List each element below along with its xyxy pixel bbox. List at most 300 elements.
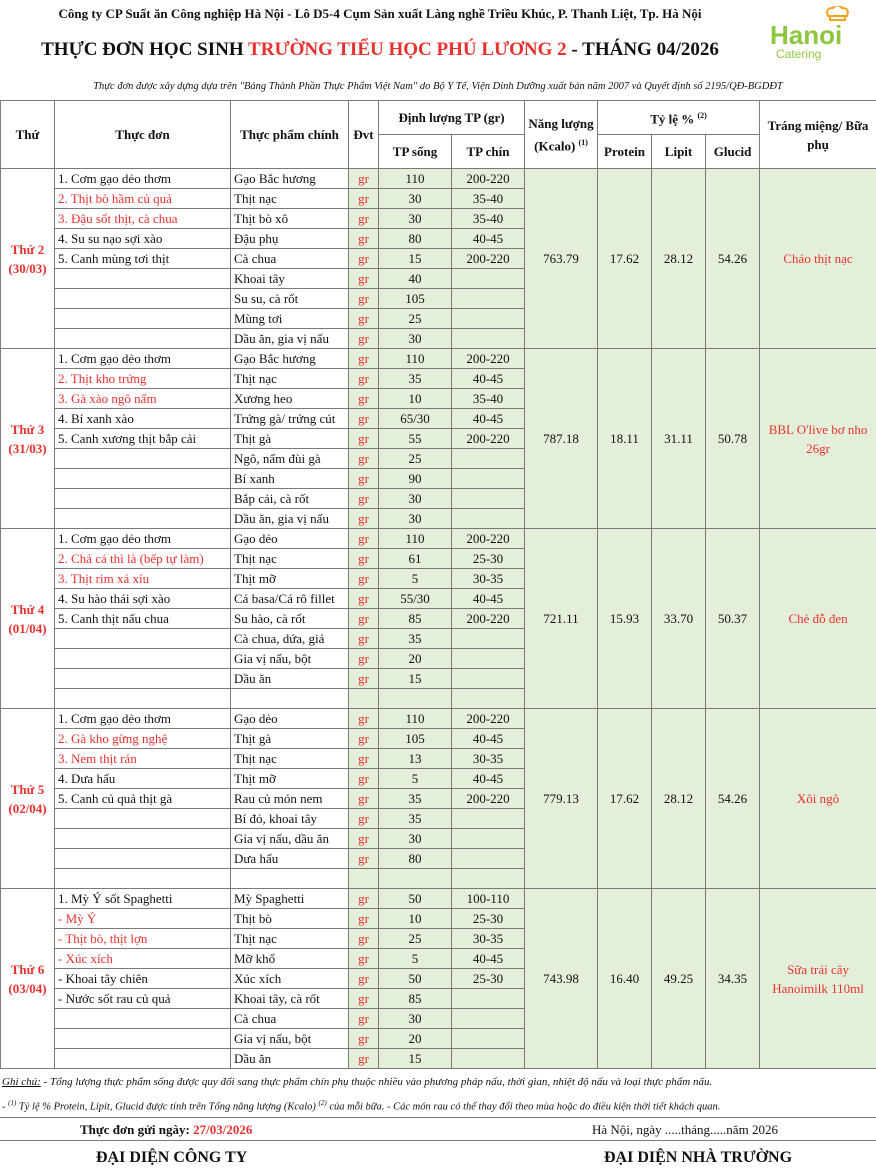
raw-amount: 40 — [379, 269, 452, 289]
raw-amount: 30 — [379, 329, 452, 349]
unit-cell: gr — [349, 349, 379, 369]
cooked-amount: 25-30 — [452, 969, 525, 989]
protein-value: 18.11 — [598, 349, 652, 529]
title-prefix: THỰC ĐƠN HỌC SINH — [41, 39, 249, 60]
dish-name: - Thịt bò, thịt lợn — [55, 929, 231, 949]
cooked-amount — [452, 649, 525, 669]
unit-cell: gr — [349, 709, 379, 729]
dish-name: 2. Chả cá thì là (bếp tự làm) — [55, 549, 231, 569]
main-food: Gạo Bắc hương — [231, 349, 349, 369]
main-food: Thịt nạc — [231, 549, 349, 569]
raw-amount: 110 — [379, 169, 452, 189]
dish-name: 3. Nem thịt rán — [55, 749, 231, 769]
page-title — [0, 30, 760, 70]
cooked-amount — [452, 629, 525, 649]
day-cell — [1, 529, 55, 709]
lipit-value: 28.12 — [652, 169, 706, 349]
dish-name — [55, 829, 231, 849]
note-line-2 — [2, 1093, 874, 1118]
dish-name: 4. Su su nạo sợi xào — [55, 229, 231, 249]
cooked-amount: 30-35 — [452, 569, 525, 589]
unit-cell: gr — [349, 289, 379, 309]
cooked-amount: 200-220 — [452, 609, 525, 629]
main-food: Dầu ăn, gia vị nấu — [231, 329, 349, 349]
raw-amount: 15 — [379, 249, 452, 269]
col-glucid: Glucid — [706, 135, 760, 169]
main-food: Mùng tơi — [231, 309, 349, 329]
col-food: Thực phẩm chính — [231, 101, 349, 169]
signatures — [0, 1144, 876, 1172]
unit-cell: gr — [349, 489, 379, 509]
cooked-amount: 200-220 — [452, 349, 525, 369]
company-line: Công ty CP Suất ăn Công nghiệp Hà Nội - Lô D5-4 Cụm Sản xuất Làng nghề Triều Khúc, P. Thanh Liệt, Tp. Hà Nội — [58, 6, 702, 21]
dish-name: 1. Cơm gạo dẻo thơm — [55, 169, 231, 189]
day-name: Thứ 3 — [10, 421, 45, 437]
glucid-value: 34.35 — [706, 889, 760, 1069]
dish-name: - Nước sốt rau củ quả — [55, 989, 231, 1009]
subtitle: Thực đơn được xây dựng dựa trên "Bảng Thành Phần Thực Phẩm Việt Nam" do Bộ Y Tế, Viện Dinh Dưỡng xuất bản năm 2007 và Quyết định số 2195/QĐ-BGDĐT — [93, 81, 783, 92]
dish-name — [55, 269, 231, 289]
unit-cell: gr — [349, 389, 379, 409]
dish-name: 1. Mỳ Ý sốt Spaghetti — [55, 889, 231, 909]
note-pre: - — [2, 1101, 9, 1113]
unit-cell: gr — [349, 249, 379, 269]
day-name: Thứ 2 — [10, 241, 45, 257]
main-food: Thịt nạc — [231, 189, 349, 209]
col-protein: Protein — [598, 135, 652, 169]
raw-amount: 5 — [379, 769, 452, 789]
note-line-1 — [2, 1072, 874, 1093]
unit-cell: gr — [349, 549, 379, 569]
table-row — [1, 889, 876, 909]
main-food: Xúc xích — [231, 969, 349, 989]
dish-name: 3. Thịt rim xá xíu — [55, 569, 231, 589]
lipit-value: 49.25 — [652, 889, 706, 1069]
main-food: Gia vị nấu, bột — [231, 1029, 349, 1049]
note-sup-2: (2) — [318, 1099, 327, 1107]
unit-cell — [349, 689, 379, 709]
dish-name: 1. Cơm gạo dẻo thơm — [55, 709, 231, 729]
raw-amount: 55/30 — [379, 589, 452, 609]
dish-name: 1. Cơm gạo dẻo thơm — [55, 529, 231, 549]
protein-value: 17.62 — [598, 169, 652, 349]
protein-value: 17.62 — [598, 709, 652, 889]
unit-cell — [349, 869, 379, 889]
dish-name — [55, 1049, 231, 1069]
raw-amount: 10 — [379, 909, 452, 929]
dish-name: 5. Canh củ quả thịt gà — [55, 789, 231, 809]
main-food: Thịt gà — [231, 429, 349, 449]
main-food: Thịt bò xô — [231, 209, 349, 229]
main-food: Bắp cải, cà rốt — [231, 489, 349, 509]
energy-value: 743.98 — [525, 889, 598, 1069]
unit-cell: gr — [349, 769, 379, 789]
raw-amount: 30 — [379, 1009, 452, 1029]
day-name: Thứ 5 — [10, 781, 45, 797]
cooked-amount: 100-110 — [452, 889, 525, 909]
note-text-1: - Tổng lượng thực phẩm sống được quy đổi sang thực phẩm chín phụ thuộc nhiều vào phương pháp nấu, thời gian, nhiệt độ nấu và loại thực phẩm nấu. — [40, 1076, 713, 1088]
unit-cell: gr — [349, 469, 379, 489]
cooked-amount — [452, 329, 525, 349]
cooked-amount: 35-40 — [452, 189, 525, 209]
main-food: Rau củ món nem — [231, 789, 349, 809]
unit-cell: gr — [349, 909, 379, 929]
cooked-amount — [452, 1049, 525, 1069]
dish-name — [55, 329, 231, 349]
table-row — [1, 529, 876, 549]
raw-amount: 10 — [379, 389, 452, 409]
raw-amount: 110 — [379, 349, 452, 369]
main-food: Thịt nạc — [231, 369, 349, 389]
day-cell — [1, 169, 55, 349]
energy-value: 763.79 — [525, 169, 598, 349]
unit-cell: gr — [349, 669, 379, 689]
lipit-value: 33.70 — [652, 529, 706, 709]
day-date: (02/04) — [8, 800, 47, 816]
raw-amount: 5 — [379, 569, 452, 589]
raw-amount: 5 — [379, 949, 452, 969]
main-food: Bí đỏ, khoai tây — [231, 809, 349, 829]
hanoi-catering-logo — [766, 6, 870, 70]
main-food — [231, 689, 349, 709]
cooked-amount: 35-40 — [452, 209, 525, 229]
dish-name — [55, 309, 231, 329]
cooked-amount: 200-220 — [452, 709, 525, 729]
dish-name — [55, 649, 231, 669]
cooked-amount — [452, 289, 525, 309]
main-food: Dưa hấu — [231, 849, 349, 869]
day-date: (03/04) — [8, 980, 47, 996]
energy-value: 787.18 — [525, 349, 598, 529]
dessert-cell: Xôi ngô — [760, 709, 876, 889]
cooked-amount — [452, 309, 525, 329]
dish-name — [55, 629, 231, 649]
energy-value: 721.11 — [525, 529, 598, 709]
note-label: Ghi chú: — [2, 1076, 41, 1088]
raw-amount — [379, 869, 452, 889]
glucid-value: 50.37 — [706, 529, 760, 709]
raw-amount: 55 — [379, 429, 452, 449]
main-food: Khoai tây — [231, 269, 349, 289]
unit-cell: gr — [349, 629, 379, 649]
dish-name — [55, 849, 231, 869]
col-lipit: Lipit — [652, 135, 706, 169]
cooked-amount: 40-45 — [452, 729, 525, 749]
cooked-amount — [452, 449, 525, 469]
cooked-amount: 40-45 — [452, 409, 525, 429]
main-food: Gạo Bắc hương — [231, 169, 349, 189]
raw-amount: 85 — [379, 989, 452, 1009]
raw-amount: 30 — [379, 189, 452, 209]
cooked-amount — [452, 809, 525, 829]
main-food: Xương heo — [231, 389, 349, 409]
main-food: Khoai tây, cà rốt — [231, 989, 349, 1009]
logo-text-hanoi: Hanoi — [770, 20, 843, 50]
unit-cell: gr — [349, 429, 379, 449]
unit-cell: gr — [349, 529, 379, 549]
dish-name — [55, 669, 231, 689]
day-cell — [1, 709, 55, 889]
sign-company: ĐẠI DIỆN CÔNG TY — [96, 1149, 248, 1166]
cooked-amount — [452, 1029, 525, 1049]
cooked-amount — [452, 849, 525, 869]
raw-amount: 80 — [379, 849, 452, 869]
unit-cell: gr — [349, 509, 379, 529]
send-line — [0, 1117, 876, 1141]
cooked-amount: 25-30 — [452, 549, 525, 569]
day-date: (01/04) — [8, 620, 47, 636]
cooked-amount: 35-40 — [452, 389, 525, 409]
unit-cell: gr — [349, 329, 379, 349]
raw-amount — [379, 689, 452, 709]
table-row — [1, 709, 876, 729]
dish-name: 2. Thịt bò hầm củ quả — [55, 189, 231, 209]
raw-amount: 30 — [379, 209, 452, 229]
cooked-amount: 40-45 — [452, 369, 525, 389]
cooked-amount: 30-35 — [452, 929, 525, 949]
sent-date: 27/03/2026 — [193, 1122, 253, 1137]
cooked-amount — [452, 829, 525, 849]
main-food: Dầu ăn — [231, 669, 349, 689]
main-food — [231, 869, 349, 889]
raw-amount: 15 — [379, 669, 452, 689]
main-food: Dầu ăn, gia vị nấu — [231, 509, 349, 529]
cooked-amount — [452, 269, 525, 289]
main-food: Thịt gà — [231, 729, 349, 749]
dessert-cell: Sữa trái cây Hanoimilk 110ml — [760, 889, 876, 1069]
raw-amount: 110 — [379, 529, 452, 549]
unit-cell: gr — [349, 749, 379, 769]
unit-cell: gr — [349, 449, 379, 469]
dish-name: - Xúc xích — [55, 949, 231, 969]
unit-cell: gr — [349, 589, 379, 609]
unit-cell: gr — [349, 809, 379, 829]
lipit-value: 31.11 — [652, 349, 706, 529]
cooked-amount: 25-30 — [452, 909, 525, 929]
day-cell — [1, 889, 55, 1069]
col-cooked: TP chín — [452, 135, 525, 169]
main-food: Cà chua — [231, 1009, 349, 1029]
col-dessert: Tráng miệng/ Bữa phụ — [760, 101, 876, 169]
cooked-amount: 200-220 — [452, 529, 525, 549]
unit-cell: gr — [349, 969, 379, 989]
cooked-amount — [452, 489, 525, 509]
cooked-amount: 200-220 — [452, 789, 525, 809]
col-amount: Định lượng TP (gr) — [379, 101, 525, 135]
cooked-amount: 30-35 — [452, 749, 525, 769]
unit-cell: gr — [349, 209, 379, 229]
col-energy-sup: (1) — [578, 137, 588, 147]
cooked-amount: 40-45 — [452, 589, 525, 609]
main-food: Cà chua — [231, 249, 349, 269]
dish-name: 5. Canh xương thịt bắp cải — [55, 429, 231, 449]
sent-label: Thực đơn gửi ngày: — [80, 1122, 194, 1137]
main-food: Gia vị nấu, bột — [231, 649, 349, 669]
dish-name: 4. Dưa hấu — [55, 769, 231, 789]
dish-name — [55, 689, 231, 709]
dish-name — [55, 1009, 231, 1029]
unit-cell: gr — [349, 889, 379, 909]
dessert-cell: Cháo thịt nạc — [760, 169, 876, 349]
raw-amount: 35 — [379, 369, 452, 389]
unit-cell: gr — [349, 1049, 379, 1069]
main-food: Su su, cà rốt — [231, 289, 349, 309]
cooked-amount: 200-220 — [452, 169, 525, 189]
dish-name: 1. Cơm gạo dẻo thơm — [55, 349, 231, 369]
unit-cell: gr — [349, 229, 379, 249]
main-food: Su hào, cà rốt — [231, 609, 349, 629]
raw-amount: 105 — [379, 729, 452, 749]
menu-table — [0, 100, 876, 1069]
main-food: Đậu phụ — [231, 229, 349, 249]
dessert-cell: Chè đỗ đen — [760, 529, 876, 709]
sign-school: ĐẠI DIỆN NHÀ TRƯỜNG — [604, 1149, 793, 1166]
main-food: Mỡ khổ — [231, 949, 349, 969]
dish-name — [55, 469, 231, 489]
protein-value: 16.40 — [598, 889, 652, 1069]
raw-amount: 20 — [379, 649, 452, 669]
energy-value: 779.13 — [525, 709, 598, 889]
cooked-amount — [452, 689, 525, 709]
unit-cell: gr — [349, 609, 379, 629]
raw-amount: 30 — [379, 509, 452, 529]
title-school: TRƯỜNG TIỂU HỌC PHÚ LƯƠNG 2 — [248, 39, 567, 60]
glucid-value: 54.26 — [706, 709, 760, 889]
raw-amount: 105 — [379, 289, 452, 309]
unit-cell: gr — [349, 569, 379, 589]
main-food: Trứng gà/ trứng cút — [231, 409, 349, 429]
glucid-value: 54.26 — [706, 169, 760, 349]
col-ratio-sup: (2) — [697, 110, 707, 120]
col-menu: Thực đơn — [55, 101, 231, 169]
note-post: của mỗi bữa. - Các món rau có thể thay đổi theo mùa hoặc do điều kiện thời tiết khách quan. — [326, 1101, 721, 1113]
day-date: (30/03) — [8, 260, 47, 276]
unit-cell: gr — [349, 829, 379, 849]
raw-amount: 30 — [379, 829, 452, 849]
unit-cell: gr — [349, 169, 379, 189]
main-food: Gạo dẻo — [231, 709, 349, 729]
raw-amount: 15 — [379, 1049, 452, 1069]
dish-name: - Mỳ Ý — [55, 909, 231, 929]
unit-cell: gr — [349, 929, 379, 949]
col-ratio-label: Tỷ lệ % — [650, 111, 695, 127]
raw-amount: 25 — [379, 309, 452, 329]
dish-name: 4. Su hào thái sợi xào — [55, 589, 231, 609]
main-food: Gạo dẻo — [231, 529, 349, 549]
raw-amount: 80 — [379, 229, 452, 249]
chef-hat-icon — [827, 6, 848, 20]
cooked-amount: 40-45 — [452, 949, 525, 969]
glucid-value: 50.78 — [706, 349, 760, 529]
cooked-amount — [452, 869, 525, 889]
lipit-value: 28.12 — [652, 709, 706, 889]
dish-name — [55, 489, 231, 509]
logo-text-catering: Catering — [776, 47, 822, 61]
raw-amount: 25 — [379, 929, 452, 949]
col-ratio — [598, 101, 760, 135]
dish-name: 5. Canh mùng tơi thịt — [55, 249, 231, 269]
menu-body — [1, 169, 876, 1069]
day-date: (31/03) — [8, 440, 47, 456]
main-food: Thịt bò — [231, 909, 349, 929]
cooked-amount: 40-45 — [452, 229, 525, 249]
main-food: Dầu ăn — [231, 1049, 349, 1069]
unit-cell: gr — [349, 989, 379, 1009]
cooked-amount — [452, 509, 525, 529]
notes — [2, 1072, 874, 1118]
col-energy-label: Năng lượng (Kcalo) — [528, 115, 594, 154]
unit-cell: gr — [349, 269, 379, 289]
cooked-amount — [452, 469, 525, 489]
main-food: Bí xanh — [231, 469, 349, 489]
day-name: Thứ 6 — [10, 961, 45, 977]
raw-amount: 65/30 — [379, 409, 452, 429]
raw-amount: 61 — [379, 549, 452, 569]
day-name: Thứ 4 — [10, 601, 45, 617]
note-mid: Tỷ lệ % Protein, Lipit, Glucid được tính trên Tổng năng lượng (Kcalo) — [16, 1101, 316, 1113]
unit-cell: gr — [349, 189, 379, 209]
raw-amount: 20 — [379, 1029, 452, 1049]
place-date: Hà Nội, ngày .....tháng.....năm 2026 — [592, 1122, 778, 1137]
sent-info — [80, 1118, 252, 1141]
raw-amount: 90 — [379, 469, 452, 489]
raw-amount: 50 — [379, 889, 452, 909]
dish-name: 3. Đậu sốt thịt, cà chua — [55, 209, 231, 229]
cooked-amount: 200-220 — [452, 249, 525, 269]
dish-name: 4. Bí xanh xào — [55, 409, 231, 429]
unit-cell: gr — [349, 729, 379, 749]
dish-name — [55, 449, 231, 469]
title-suffix: - THÁNG 04/2026 — [566, 39, 719, 60]
unit-cell: gr — [349, 649, 379, 669]
cooked-amount: 200-220 — [452, 429, 525, 449]
table-row — [1, 349, 876, 369]
main-food: Thịt mỡ — [231, 769, 349, 789]
col-day: Thứ — [1, 101, 55, 169]
unit-cell: gr — [349, 949, 379, 969]
col-unit: Đvt — [349, 101, 379, 169]
main-food: Thịt mỡ — [231, 569, 349, 589]
dish-name — [55, 1029, 231, 1049]
dish-name: 3. Gà xào ngô nấm — [55, 389, 231, 409]
unit-cell: gr — [349, 1029, 379, 1049]
note-sup-1: (1) — [8, 1099, 17, 1107]
raw-amount: 85 — [379, 609, 452, 629]
dessert-cell: BBL O'live bơ nho 26gr — [760, 349, 876, 529]
cooked-amount: 40-45 — [452, 769, 525, 789]
main-food: Ngô, nấm đùi gà — [231, 449, 349, 469]
dish-name: 5. Canh thịt nấu chua — [55, 609, 231, 629]
main-food: Gia vị nấu, dầu ăn — [231, 829, 349, 849]
raw-amount: 35 — [379, 789, 452, 809]
table-row — [1, 169, 876, 189]
main-food: Thịt nạc — [231, 929, 349, 949]
col-raw: TP sống — [379, 135, 452, 169]
raw-amount: 30 — [379, 489, 452, 509]
dish-name — [55, 809, 231, 829]
unit-cell: gr — [349, 369, 379, 389]
day-cell — [1, 349, 55, 529]
raw-amount: 35 — [379, 809, 452, 829]
main-food: Cá basa/Cá rô fillet — [231, 589, 349, 609]
main-food: Mỳ Spaghetti — [231, 889, 349, 909]
dish-name — [55, 869, 231, 889]
protein-value: 15.93 — [598, 529, 652, 709]
main-food: Cà chua, dứa, giá — [231, 629, 349, 649]
unit-cell: gr — [349, 849, 379, 869]
raw-amount: 35 — [379, 629, 452, 649]
dish-name — [55, 289, 231, 309]
